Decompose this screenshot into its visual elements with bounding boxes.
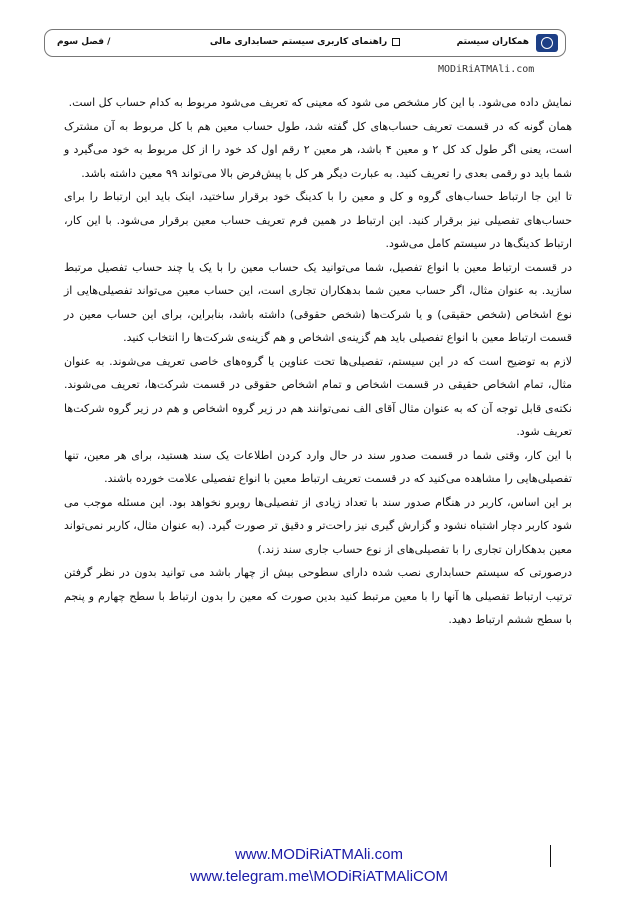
- square-bullet-icon: [392, 38, 400, 46]
- document-body: [64, 91, 572, 632]
- paragraph-6: با این کار، وقتی شما در قسمت صدور سند در حال وارد کردن اطلاعات یک سند هستید، برای هر معین، تنها تفصیلی‌هایی را مشاهده می‌کنید که در قسمت تعریف ارتباط معین با انواع تفصیلی علامت خورده باشند.: [64, 448, 572, 485]
- guide-title: [45, 37, 565, 47]
- paragraph-2: همان گونه که در قسمت تعریف حساب‌های کل گفته شد، طول حساب معین هم با کل مربوط به آن مشترک است، یعنی اگر طول کد کل ۲ و معین ۴ باشد، هر معین ۲ رقم اول کد خود را از کل مربوط به خود می‌گیرد و شما باید دو رقمی بعدی را تعریف کنید. به عبارت دیگر هر کل با پیش‌فرض بالا می‌تواند ۹۹ معین داشته باشد.: [64, 119, 572, 180]
- paragraph-4: در قسمت ارتباط معین با انواع تفصیل، شما می‌توانید یک حساب معین را با یک یا چند حساب تفصیل مرتبط سازید. به عنوان مثال، اگر حساب معین شما بدهکاران تجاری است، این حساب معین می‌تواند تفصیلی‌هایی از نوع اشخاص (شخص حقیقی) و یا شرکت‌ها (شخص حقوقی) داشته باشد، بنابراین، برای این حساب معین در قسمت ارتباط معین با انواع تفصیلی باید هم گزینه‌ی اشخاص و هم گزینه‌ی شرکت‌ها را انتخاب کنید.: [64, 260, 572, 344]
- chapter-label: / فصل سوم: [57, 37, 111, 47]
- website-link[interactable]: www.MODiRiATMAli.com: [234, 846, 404, 863]
- company-name: همکاران سیستم: [456, 37, 529, 47]
- site-watermark: MODiRiATMAli.com: [438, 64, 535, 75]
- telegram-link[interactable]: www.telegram.me\MODiRiATMAliCOM: [189, 868, 449, 885]
- paragraph-8: درصورتی که سیستم حسابداری نصب شده دارای سطوحی بیش از چهار باشد می توانید بدون در نظر گرفتن ترتیب ارتباط تفصیلی ها آنها را با معین مرتبط کنید بدین صورت که معین را بدون ارتباط با سطح چهارم و پنجم با سطح ششم ارتباط دهید.: [64, 566, 572, 626]
- guide-title-text: راهنمای کاربری سیستم حسابداری مالی: [209, 37, 388, 47]
- paragraph-7: بر این اساس، کاربر در هنگام صدور سند با تعداد زیادی از تفصیلی‌ها روبرو نخواهد بود. این مسئله موجب می شود کاربر دچار اشتباه نشود و گزارش گیری نیز راحت‌تر و دقیق تر صورت گیرد. (به عنوان مثال، کاربر نمی‌تواند معین بدهکاران تجاری را با تفصیلی‌های از نوع حساب جاری سند زند.): [64, 495, 572, 556]
- page-header: [44, 29, 566, 57]
- paragraph-1: نمایش داده می‌شود. با این کار مشخص می شود که معینی که تعریف می‌شود مربوط به کدام حساب کل است.: [68, 96, 572, 109]
- paragraph-5: لازم به توضیح است که در این سیستم، تفصیلی‌ها تحت عناوین یا گروه‌های خاصی تعریف می‌شوند. به عنوان مثال، تمام اشخاص حقیقی در قسمت اشخاص و تمام اشخاص حقوقی در قسمت شرکت‌ها، تعریف می‌شوند. نکته‌ی قابل توجه آن که به عنوان مثال آقای الف نمی‌توانند هم در زیر گروه اشخاص و هم در زیر گروه شرکت‌ها تعریف شود.: [64, 354, 572, 438]
- paragraph-3: تا این جا ارتباط حساب‌های گروه و کل و معین را با کدینگ خود برقرار ساختید، اینک باید این ارتباط را برای حساب‌های تفصیلی نیز برقرار کنید. این ارتباط در همین فرم تعریف حساب معین برقرار می‌شود. با این کار، ارتباط کدینگ‌ها در سیستم کامل می‌شود.: [64, 190, 572, 250]
